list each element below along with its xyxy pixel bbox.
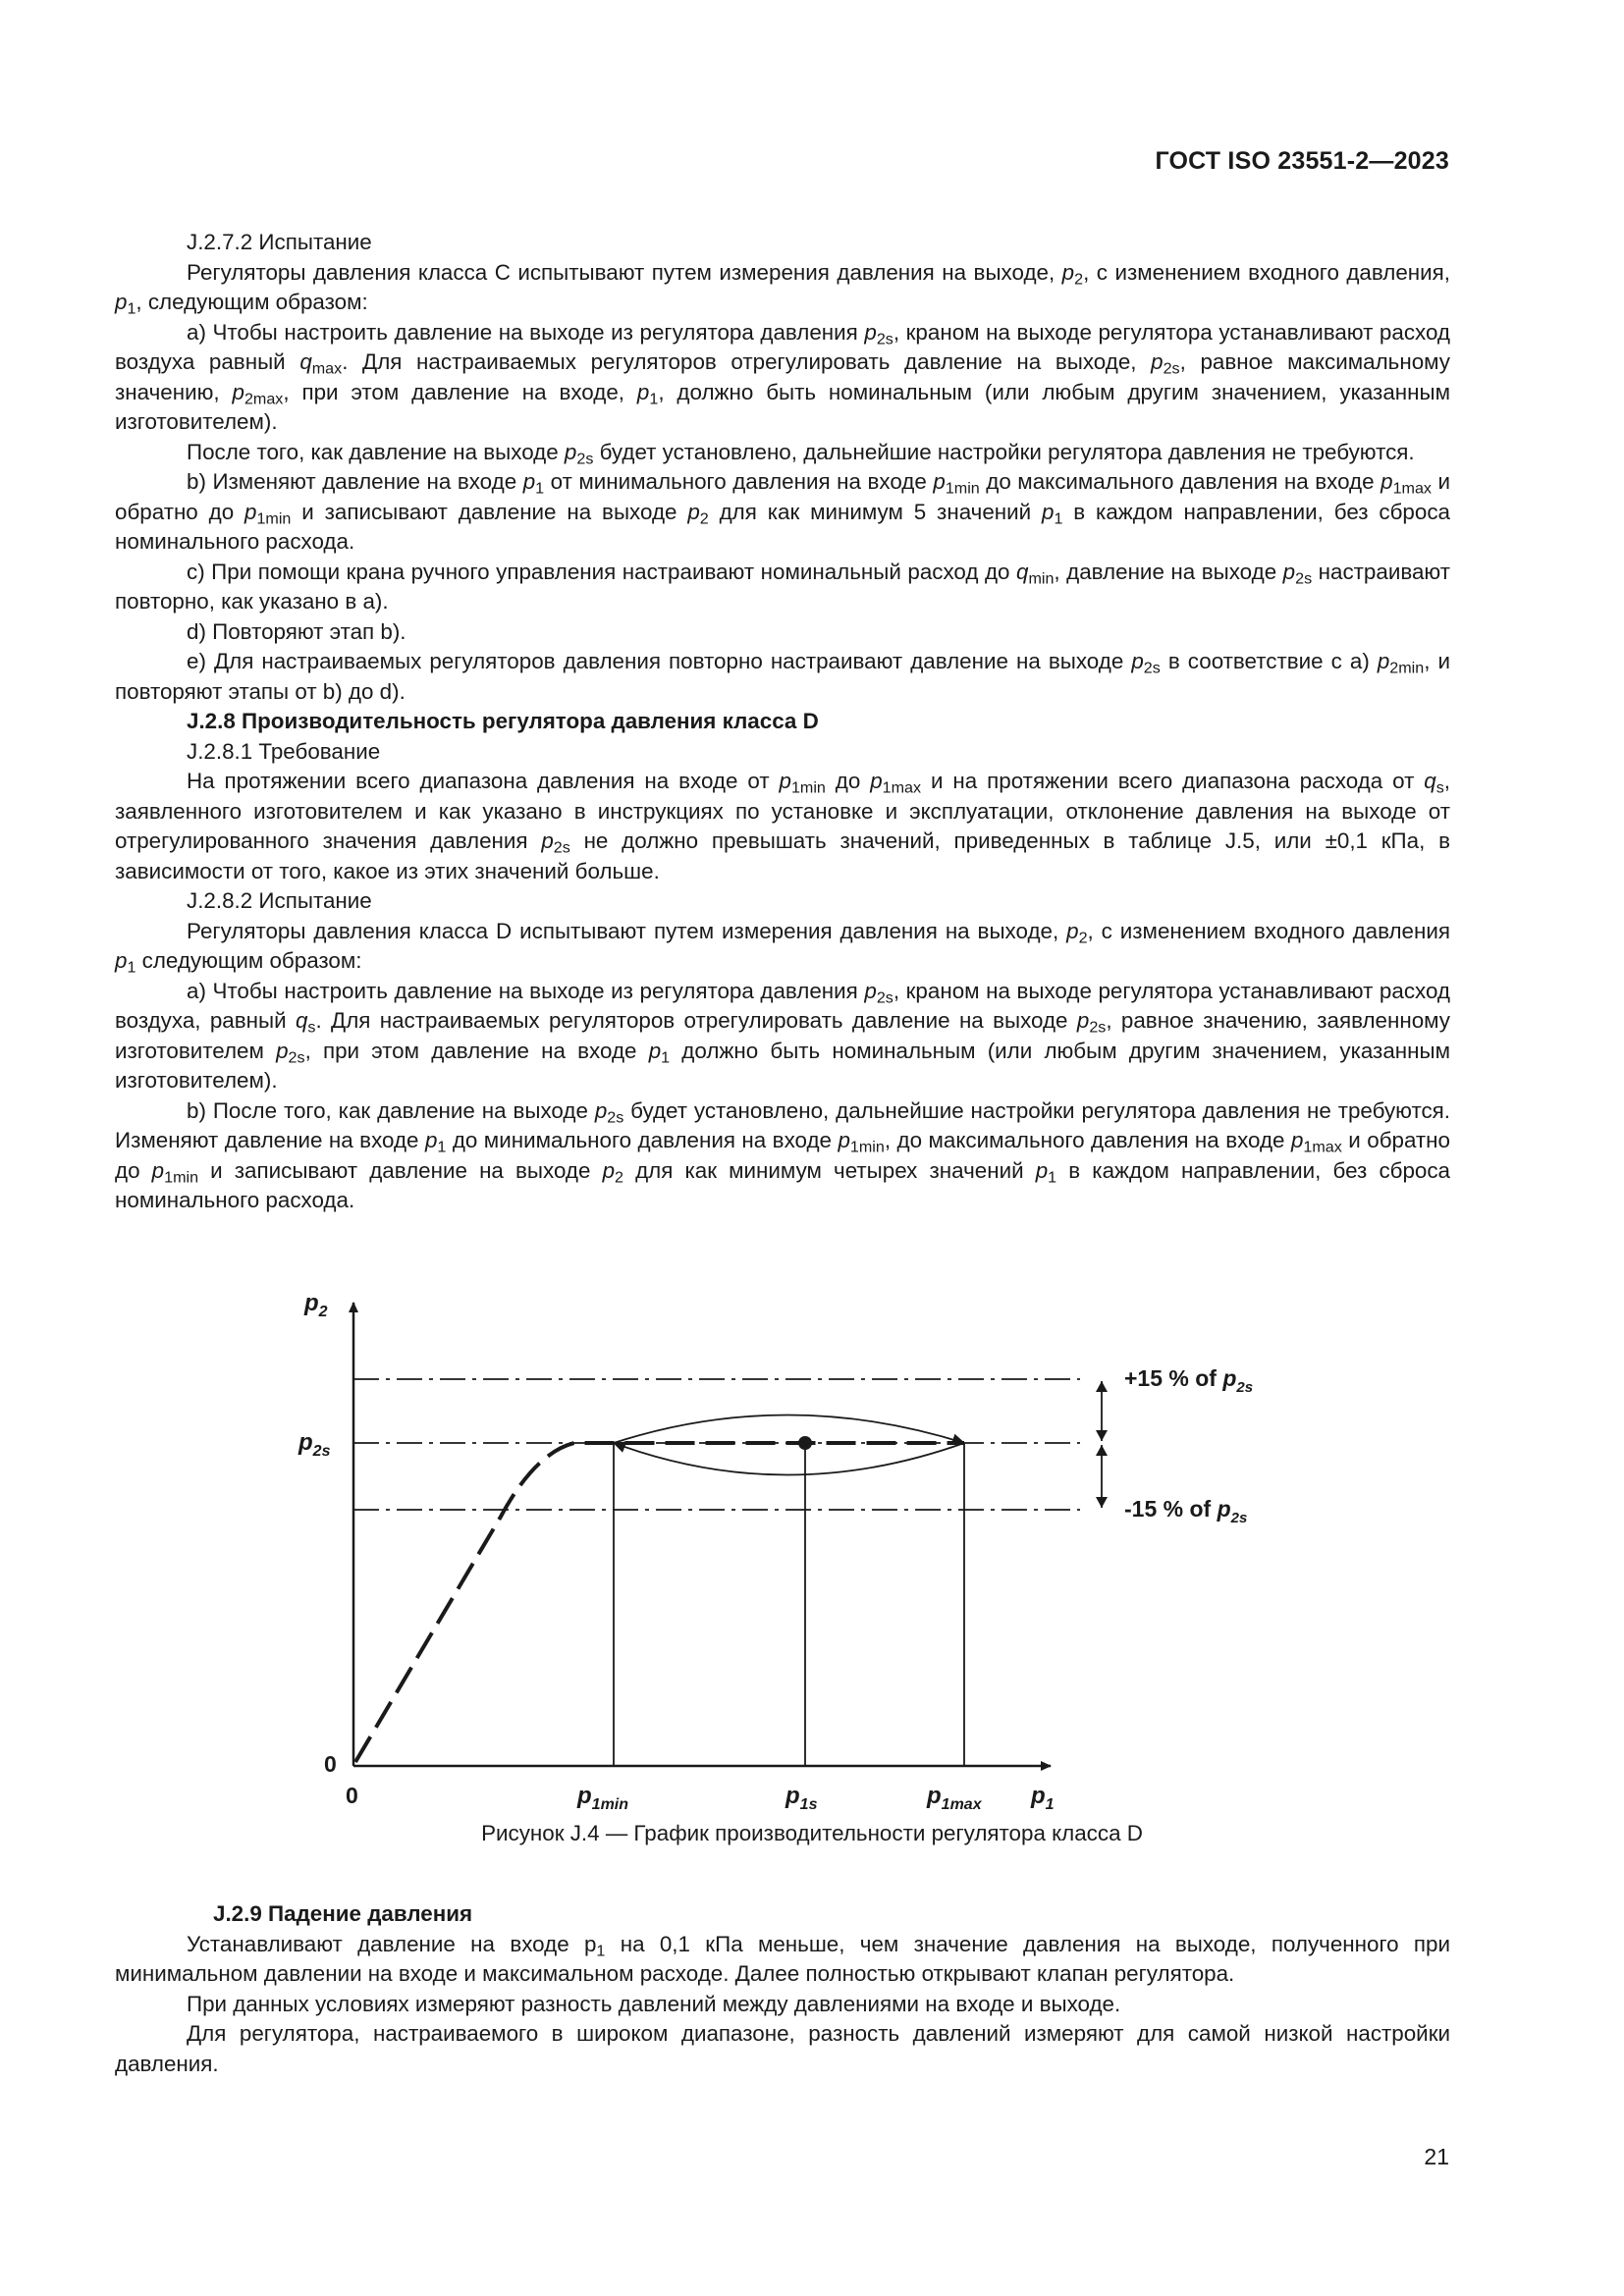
- section-heading-j272: J.2.7.2 Испытание: [187, 230, 372, 254]
- paragraph: Регуляторы давления класса С испытывают путем измерения давления на выходе, $p_2$, с изменением входного давления, $p_1$, следующим образом:: [115, 259, 1451, 318]
- section-heading-j28: J.2.8 Производительность регулятора давления класса D: [187, 709, 819, 733]
- paragraph: b) Изменяют давление на входе $p_1$ от минимального давления на входе $p_{1min}$ до максимального давления на входе $p_{1max}$ и обратно до $p_{1min}$ и записывают давление на выходе $p_2$ для как минимум 5 значений $p_1$ в каждом направлении, без сброса номинального расхода.: [115, 469, 1451, 554]
- figure-caption: Рисунок J.4 — График производительности регулятора класса D: [481, 1821, 1143, 1845]
- paragraph: c) При помощи крана ручного управления настраивают номинальный расход до $q_{min}$, давление на выходе $p_{2s}$ настраивают повторно, как указано в а).: [115, 559, 1450, 614]
- origin-y-label: 0: [324, 1751, 337, 1777]
- paragraph: a) Чтобы настроить давление на выходе из регулятора давления $p_{2s}$, краном на выходе регулятора устанавливают расход воздуха равный $q_{max}$. Для настраиваемых регуляторов отрегулировать давление на выходе, $p_{2s}$, равное максимальному значению, $p_{2max}$, при этом давление на входе, $p_1$, должно быть номинальным (или любым другим значением, указанным изготовителем).: [115, 319, 1450, 434]
- section-heading-j281: J.2.8.1 Требование: [187, 738, 381, 764]
- paragraph: Устанавливают давление на входе $p_1$ на 0,1 кПа меньше, чем значение давления на выходе, полученного при минимальном давлении на входе и максимальном расходе. Далее полностью открывают клапан регулятора.: [115, 1931, 1450, 1986]
- section-heading-j282: J.2.8.2 Испытание: [187, 888, 372, 913]
- performance-graph: [0, 1271, 1624, 1850]
- p2s-label: $p_{2s}$: [298, 1429, 331, 1460]
- minus15-label: -15 % of $p_{2s}$: [1124, 1496, 1248, 1526]
- figure-j4: [0, 1271, 1624, 1850]
- characteristic-curve: [355, 1443, 964, 1762]
- p1s-point: [798, 1436, 812, 1450]
- p1s-label: $p_{1s}$: [785, 1783, 818, 1813]
- section-heading-j29: J.2.9 Падение давления: [213, 1901, 473, 1926]
- paragraph: d) Повторяют этап b).: [187, 618, 406, 644]
- x-axis-label: $p_1$: [1031, 1783, 1055, 1813]
- paragraph: Для регулятора, настраиваемого в широком диапазоне, разность давлений измеряют для самой низкой настройки давления.: [115, 2021, 1450, 2076]
- paragraph: При данных условиях измеряют разность давлений между давлениями на входе и выходе.: [187, 1991, 1121, 2016]
- origin-x-label: 0: [346, 1783, 358, 1808]
- body-text-upper: [115, 228, 1450, 1216]
- upper-arc: [614, 1415, 964, 1444]
- paragraph: На протяжении всего диапазона давления на входе от $p_{1min}$ до $p_{1max}$ и на протяжении всего диапазона расхода от $q_s$, заявленного изготовителем и как указано в инструкциях по установке и эксплуатации, отклонение давления на выходе от отрегулированного значения давления $p_{2s}$ не должно превышать значений, приведенных в таблице J.5, или ±0,1 кПа, в зависимости от того, какое из этих значений больше.: [115, 769, 1450, 883]
- p1max-label: $p_{1max}$: [927, 1783, 982, 1813]
- paragraph: e) Для настраиваемых регуляторов давления повторно настраивают давление на выходе $p_{2s}$ в соответствие с а) $p_{2min}$, и повторяют этапы от b) до d).: [115, 649, 1450, 704]
- body-text-lower: [115, 1899, 1450, 2079]
- p1min-label: $p_{1min}$: [577, 1783, 629, 1813]
- document-header: ГОСТ ISO 23551-2—2023: [1155, 147, 1449, 175]
- paragraph: После того, как давление на выходе $p_{2s}$ будет установлено, дальнейшие настройки регулятора давления не требуются.: [187, 439, 1415, 468]
- page-number: 21: [1424, 2144, 1449, 2169]
- paragraph: Регуляторы давления класса D испытывают путем измерения давления на выходе, $p_2$, с изменением входного давления $p_1$ следующим образом:: [115, 918, 1450, 977]
- lower-arc: [614, 1443, 964, 1475]
- plus15-label: +15 % of $p_{2s}$: [1124, 1365, 1254, 1396]
- paragraph: b) После того, как давление на выходе $p_{2s}$ будет установлено, дальнейшие настройки регулятора давления не требуются. Изменяют давление на входе $p_1$ до минимального давления на входе $p_{1min}$, до максимального давления на входе $p_{1max}$ и обратно до $p_{1min}$ и записывают давление на выходе $p_2$ для как минимум четырех значений $p_1$ в каждом направлении, без сброса номинального расхода.: [115, 1097, 1451, 1212]
- paragraph: a) Чтобы настроить давление на выходе из регулятора давления $p_{2s}$, краном на выходе регулятора устанавливают расход воздуха, равный $q_s$. Для настраиваемых регуляторов отрегулировать давление на выходе $p_{2s}$, равное значению, заявленному изготовителем $p_{2s}$, при этом давление на входе $p_1$ должно быть номинальным (или любым другим значением, указанным изготовителем).: [115, 978, 1450, 1093]
- y-axis-label: $p_2$: [304, 1290, 328, 1320]
